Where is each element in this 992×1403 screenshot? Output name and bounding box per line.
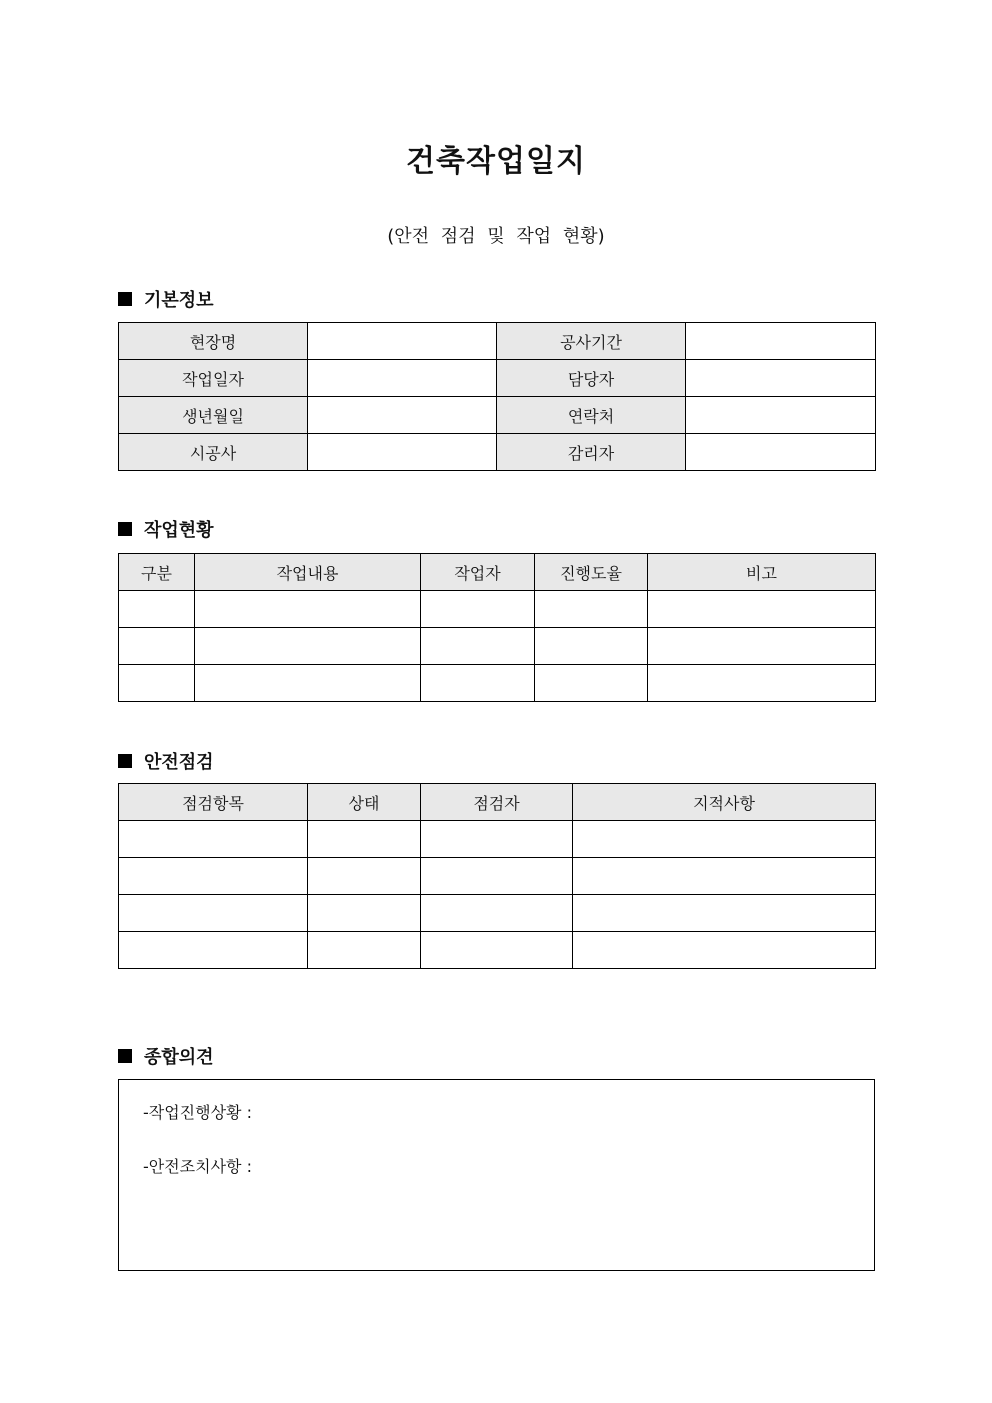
label-cell: 연락처: [497, 397, 686, 434]
table-cell[interactable]: [535, 591, 648, 628]
table-cell[interactable]: [119, 628, 195, 665]
section-basic-info-heading: [118, 286, 214, 312]
table-cell[interactable]: [308, 932, 421, 969]
table-cell[interactable]: [119, 591, 195, 628]
label-cell: 현장명: [119, 323, 308, 360]
section-heading-text: 작업현황: [144, 520, 214, 541]
table-cell[interactable]: [195, 665, 421, 702]
work-progress-line: -작업진행상황 :: [143, 1103, 252, 1122]
table-cell[interactable]: [119, 665, 195, 702]
table-cell[interactable]: [421, 858, 573, 895]
column-header: 작업내용: [195, 554, 421, 591]
table-cell[interactable]: [119, 895, 308, 932]
document-title: 건축작업일지: [406, 144, 586, 179]
table-row: [119, 858, 876, 895]
label-cell: 작업일자: [119, 360, 308, 397]
table-row: [119, 665, 876, 702]
contact-field[interactable]: [686, 397, 876, 434]
table-cell[interactable]: [573, 821, 876, 858]
table-cell[interactable]: [535, 665, 648, 702]
table-row: [119, 628, 876, 665]
section-work-status-heading: [118, 516, 214, 542]
table-cell[interactable]: [119, 858, 308, 895]
overall-opinion-box[interactable]: [118, 1079, 875, 1271]
label-cell: 공사기간: [497, 323, 686, 360]
table-cell[interactable]: [535, 628, 648, 665]
table-cell[interactable]: [648, 665, 876, 702]
column-header: 지적사항: [573, 784, 876, 821]
table-row: [119, 360, 876, 397]
work-date-field[interactable]: [308, 360, 497, 397]
section-safety-check-heading: [118, 748, 214, 774]
table-row: [119, 932, 876, 969]
document-subtitle: (안전 점검 및 작업 현황): [387, 226, 605, 247]
table-cell[interactable]: [195, 628, 421, 665]
basic-info-table: [118, 322, 876, 471]
column-header: 작업자: [421, 554, 535, 591]
column-header: 구분: [119, 554, 195, 591]
table-cell[interactable]: [421, 895, 573, 932]
site-name-field[interactable]: [308, 323, 497, 360]
work-status-table: [118, 553, 876, 702]
table-cell[interactable]: [421, 591, 535, 628]
column-header: 상태: [308, 784, 421, 821]
safety-measures-line: -안전조치사항 :: [143, 1157, 252, 1176]
table-header-row: [119, 554, 876, 591]
table-cell[interactable]: [195, 591, 421, 628]
birth-date-field[interactable]: [308, 397, 497, 434]
table-cell[interactable]: [308, 858, 421, 895]
table-cell[interactable]: [421, 628, 535, 665]
table-cell[interactable]: [648, 628, 876, 665]
table-cell[interactable]: [648, 591, 876, 628]
table-row: [119, 821, 876, 858]
table-row: [119, 397, 876, 434]
table-row: [119, 323, 876, 360]
square-bullet-icon: [118, 292, 132, 306]
section-heading-text: 기본정보: [144, 290, 214, 311]
table-cell[interactable]: [308, 895, 421, 932]
safety-check-table: [118, 783, 876, 969]
table-cell[interactable]: [421, 932, 573, 969]
manager-field[interactable]: [686, 360, 876, 397]
construction-period-field[interactable]: [686, 323, 876, 360]
column-header: 진행도율: [535, 554, 648, 591]
table-cell[interactable]: [421, 821, 573, 858]
table-header-row: [119, 784, 876, 821]
section-overall-opinion-heading: [118, 1043, 214, 1069]
square-bullet-icon: [118, 1049, 132, 1063]
label-cell: 시공사: [119, 434, 308, 471]
table-cell[interactable]: [308, 821, 421, 858]
table-cell[interactable]: [573, 895, 876, 932]
square-bullet-icon: [118, 522, 132, 536]
table-row: [119, 434, 876, 471]
table-cell[interactable]: [119, 821, 308, 858]
column-header: 비고: [648, 554, 876, 591]
table-row: [119, 591, 876, 628]
label-cell: 담당자: [497, 360, 686, 397]
column-header: 점검항목: [119, 784, 308, 821]
supervisor-field[interactable]: [686, 434, 876, 471]
table-cell[interactable]: [573, 932, 876, 969]
section-heading-text: 종합의견: [144, 1047, 214, 1068]
contractor-field[interactable]: [308, 434, 497, 471]
table-cell[interactable]: [573, 858, 876, 895]
section-heading-text: 안전점검: [144, 752, 214, 773]
table-row: [119, 895, 876, 932]
label-cell: 감리자: [497, 434, 686, 471]
table-cell[interactable]: [421, 665, 535, 702]
table-cell[interactable]: [119, 932, 308, 969]
label-cell: 생년월일: [119, 397, 308, 434]
square-bullet-icon: [118, 754, 132, 768]
column-header: 점검자: [421, 784, 573, 821]
